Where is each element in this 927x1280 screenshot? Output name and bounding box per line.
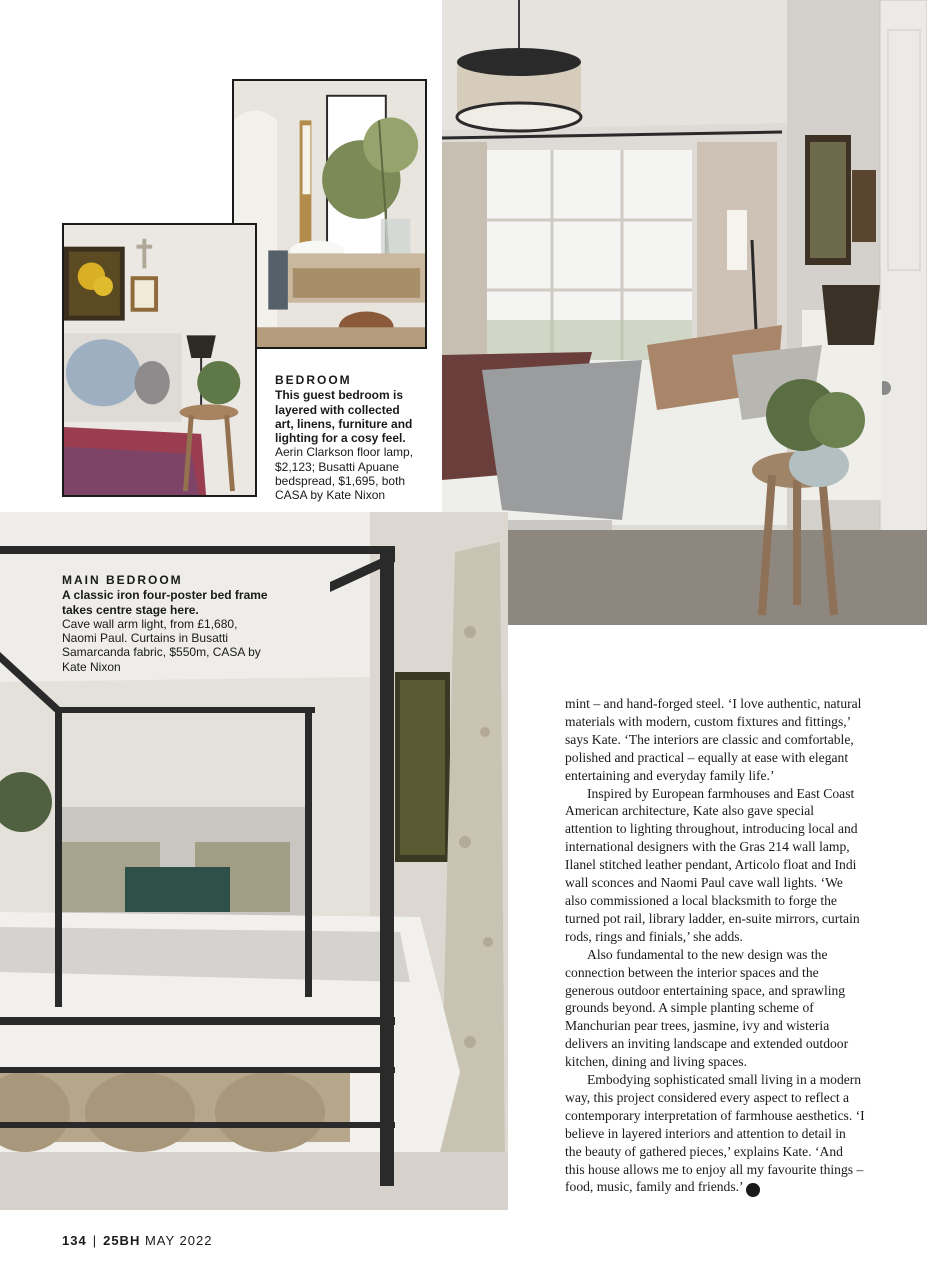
article-paragraph: mint – and hand-forged steel. ‘I love authentic, natural materials with modern, custom fixtures and fittings,’ says Kate. ‘The interiors are classic and comfortable, polished and practical – equally at ease with elegant entertaining and everyday family life.’ xyxy=(565,696,862,783)
end-mark-icon: 25 xyxy=(746,1183,760,1197)
bedroom-caption xyxy=(275,373,415,503)
guest-bedroom-photo xyxy=(442,0,927,625)
article-body xyxy=(565,695,865,1197)
bedroom-caption-title: BEDROOM xyxy=(275,373,352,387)
main-bedroom-caption xyxy=(62,573,274,674)
page-footer xyxy=(62,1233,212,1248)
main-bedroom-caption-lead: A classic iron four-poster bed frame takes centre stage here. xyxy=(62,588,268,617)
footer-separator: | xyxy=(92,1233,98,1248)
bedroom-caption-body: Aerin Clarkson floor lamp, $2,123; Busatti Apuane bedspread, $1,695, both CASA by Kate Nixon xyxy=(275,445,414,503)
page-number: 134 xyxy=(62,1233,87,1248)
main-bedroom-caption-body: Cave wall arm light, from £1,680, Naomi Paul. Curtains in Busatti Samarcanda fabric, $550m, CASA by Kate Nixon xyxy=(62,616,261,674)
bathroom-photo xyxy=(232,79,427,349)
bedroom-caption-lead: This guest bedroom is layered with collected art, linens, furniture and lighting for a cosy feel. xyxy=(275,388,413,446)
article-paragraph xyxy=(565,1071,865,1197)
small-bedroom-photo xyxy=(62,223,257,497)
issue-date: MAY 2022 xyxy=(144,1233,213,1248)
article-paragraph: Also fundamental to the new design was the connection between the interior spaces and the generous outdoor entertaining space, and sprawling grounds beyond. A simple planting scheme of Manchurian pear trees, jasmine, ivy and wisteria delivers an inviting landscape and extended outdoor kitchen, dining and living spaces. xyxy=(565,946,849,1070)
article-paragraph: Inspired by European farmhouses and East Coast American architecture, Kate also gave special attention to lighting throughout, introducing local and international designers with the Gras 214 wall lamp, Ilanel stitched leather pendant, Articolo float and Indi wall sconces and Naomi Paul cave wall lights. ‘We also commissioned a local blacksmith to forge the turned pot rail, library ladder, en-suite mirrors, curtain rods, rings and finials,’ she adds. xyxy=(565,785,860,944)
article-paragraph-text: Embodying sophisticated small living in a modern way, this project considered every aspect to reflect a contemporary interpretation of farmhouse aesthetics. ‘I believe in layered interiors and attention to detail in the beauty of gathered pieces,’ explains Kate. ‘And this house allows me to enjoy all my favourite things – food, music, family and friends.’ xyxy=(565,1072,865,1195)
main-bedroom-caption-title: MAIN BEDROOM xyxy=(62,573,183,587)
magazine-name: 25BH xyxy=(103,1233,141,1248)
